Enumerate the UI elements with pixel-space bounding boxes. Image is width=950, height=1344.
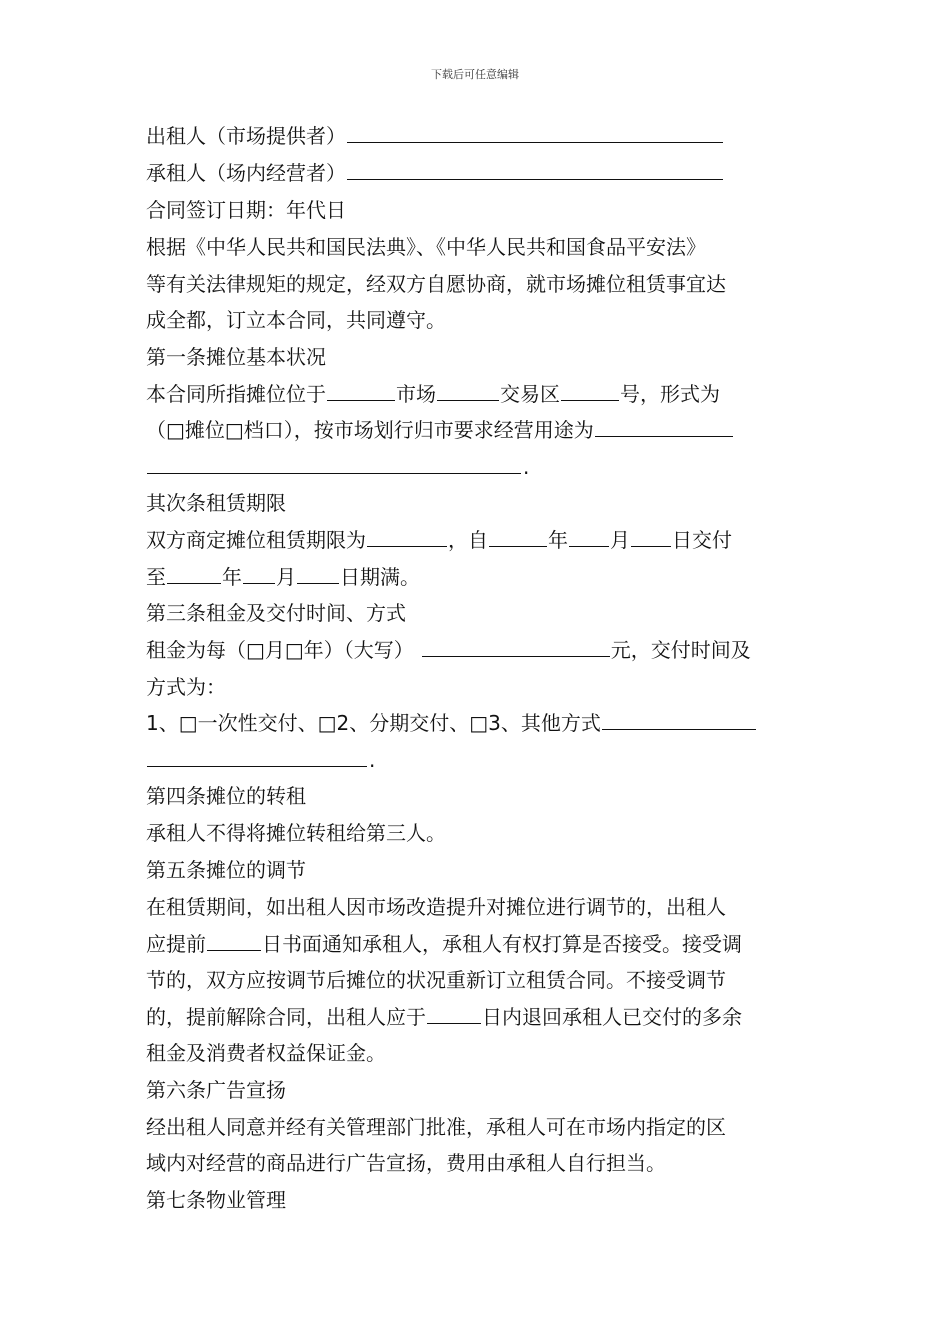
lessor-line: [146, 118, 810, 155]
refund-days-blank[interactable]: [427, 1002, 481, 1024]
intro-line-3: 成全都，订立本合同，共同遵守。: [146, 308, 446, 332]
a5-text-d: 日内退回承租人已交付的多余: [482, 1004, 742, 1029]
start-year-blank[interactable]: [489, 525, 547, 547]
a2-text-e: 日交付: [672, 528, 732, 552]
a1-text-a: 本合同所指摊位位于: [146, 381, 326, 406]
market-blank[interactable]: [327, 379, 395, 401]
sign-date-line: 合同签订日期：年代日: [146, 198, 346, 222]
start-month-blank[interactable]: [569, 525, 609, 547]
start-day-blank[interactable]: [631, 525, 671, 547]
rent-amount-blank[interactable]: [422, 635, 610, 657]
lessor-label: 出租人（市场提供者）: [146, 124, 346, 148]
article-2-title: 其次条租赁期限: [146, 491, 286, 515]
a2-text-c: 年: [548, 528, 568, 552]
lessee-label: 承租人（场内经营者）: [146, 161, 346, 185]
article-6-line-1: 经出租人同意并经有关管理部门批准，承租人可在市场内指定的区: [146, 1114, 726, 1139]
a1-text-e: （□摊位□档口），按市场划行归市要求经营用途为: [146, 418, 594, 442]
a5-text-a: 应提前: [146, 931, 206, 956]
lessee-blank[interactable]: [347, 158, 723, 180]
other-method-blank-2[interactable]: [147, 745, 367, 767]
article-1-line-2: [146, 412, 810, 449]
a1-text-d: 号，形式为: [620, 381, 720, 406]
article-3-line-2: 方式为：: [146, 674, 226, 699]
end-day-blank[interactable]: [297, 562, 339, 584]
article-4-line-1: 承租人不得将摊位转租给第三人。: [146, 821, 446, 845]
article-7-title: 第七条物业管理: [146, 1187, 286, 1212]
article-5-line-1: 在租赁期间，如出租人因市场改造提升对摊位进行调节的，出租人: [146, 895, 726, 919]
a3-text-b: 元，交付时间及: [610, 638, 751, 662]
article-1-title: 第一条摊位基本状况: [146, 344, 326, 369]
end-month-blank[interactable]: [243, 562, 275, 584]
a2-text-d: 月: [610, 528, 630, 552]
article-6-title: 第六条广告宣扬: [146, 1077, 286, 1102]
article-2-line-1: [146, 522, 810, 559]
article-4-title: 第四条摊位的转租: [146, 784, 306, 808]
a3-text-c: 1、□一次性交付、□2、分期交付、□3、其他方式: [146, 711, 601, 735]
other-method-blank-1[interactable]: [602, 708, 756, 730]
article-1-line-1: [146, 376, 810, 413]
article-3-title: 第三条租金及交付时间、方式: [146, 601, 406, 625]
a1-end: .: [523, 454, 530, 479]
article-5-line-2: [146, 926, 810, 963]
contract-body: [146, 118, 810, 1219]
article-6-line-2: 域内对经营的商品进行广告宣扬，费用由承租人自行担当。: [146, 1151, 666, 1175]
lessee-line: [146, 155, 810, 192]
article-3-line-1: [146, 632, 810, 669]
a2-text-a: 双方商定摊位租赁期限为: [146, 528, 366, 552]
lessor-blank[interactable]: [347, 121, 723, 143]
intro-line-2: 等有关法律规矩的规定，经双方自愿协商，就市场摊位租赁事宜达: [146, 271, 726, 296]
article-3-line-4: [146, 742, 810, 779]
term-blank[interactable]: [367, 525, 447, 547]
a2-text-b: ，自: [448, 528, 488, 552]
notice-days-blank[interactable]: [207, 929, 261, 951]
article-5-line-4: [146, 999, 810, 1036]
usage-blank-1[interactable]: [595, 415, 733, 437]
a1-text-b: 市场: [396, 381, 436, 406]
a3-text-a: 租金为每（□月□年）（大写）: [146, 638, 414, 662]
intro-line-1: 根据《中华人民共和国民法典》、《中华人民共和国食品平安法》: [146, 235, 706, 259]
zone-blank[interactable]: [437, 379, 499, 401]
stall-number-blank[interactable]: [561, 379, 619, 401]
page-header: 下载后可任意编辑: [431, 68, 519, 81]
article-1-line-3: [146, 449, 810, 486]
a2-text-h: 月: [276, 564, 296, 589]
a2-text-f: 至: [146, 564, 166, 589]
a5-text-c: 的，提前解除合同，出租人应于: [146, 1004, 426, 1029]
a5-text-b: 日书面通知承租人，承租人有权打算是否接受。接受调: [262, 931, 742, 956]
a1-text-c: 交易区: [500, 381, 560, 406]
usage-blank-2[interactable]: [147, 452, 521, 474]
a2-text-g: 年: [222, 564, 242, 589]
article-2-line-2: [146, 559, 810, 596]
article-5-title: 第五条摊位的调节: [146, 858, 306, 882]
a2-text-i: 日期满。: [340, 564, 420, 589]
article-5-line-5: 租金及消费者权益保证金。: [146, 1041, 386, 1065]
a3-end: .: [369, 747, 376, 772]
article-5-line-3: 节的，双方应按调节后摊位的状况重新订立租赁合同。不接受调节: [146, 968, 726, 992]
end-year-blank[interactable]: [167, 562, 221, 584]
article-3-line-3: [146, 705, 810, 742]
